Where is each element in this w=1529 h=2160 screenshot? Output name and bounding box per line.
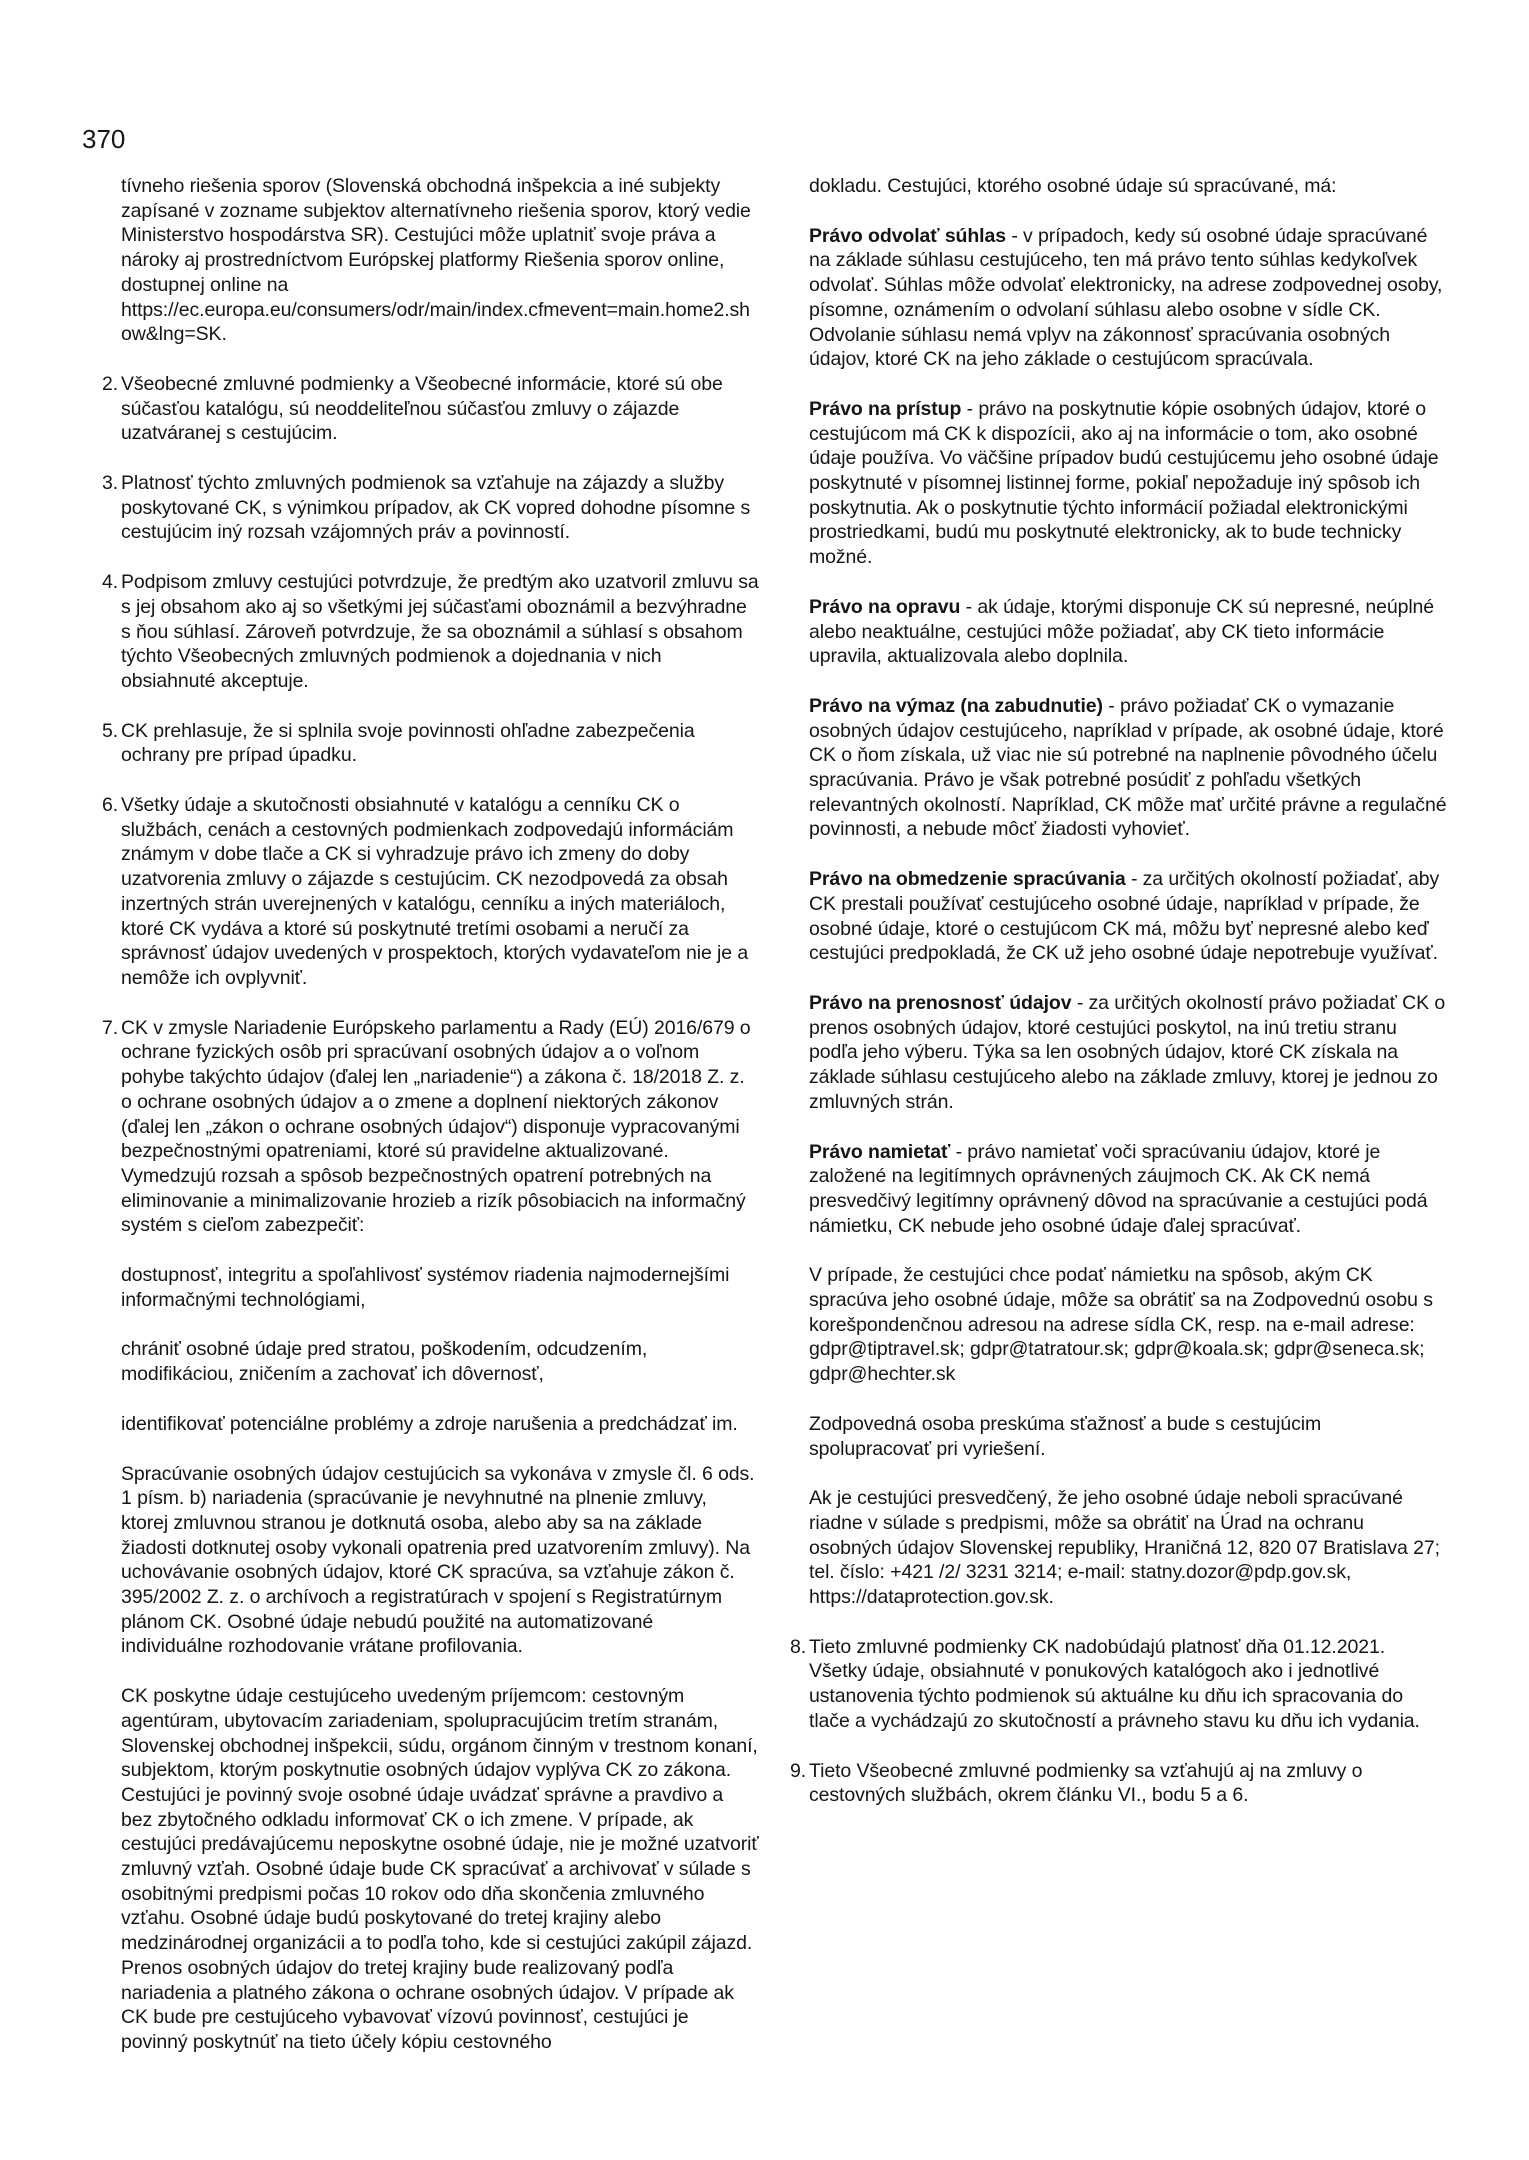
- paragraph: Právo na obmedzenie spracúvania - za určitých okolností požiadať, aby CK prestali používať cestujúceho osobné údaje, napríklad v prípade, že osobné údaje, ktoré o cestujúcom CK má, môžu byť nepresné alebo keď cestujúci predpokladá, že CK už jeho osobné údaje nepotrebuje využívať.: [809, 868, 1440, 965]
- paragraph: Právo na opravu - ak údaje, ktorými disponuje CK sú nepresné, neúplné alebo neaktuálne, cestujúci môže požiadať, aby CK tieto informácie upravila, aktualizovala alebo doplnila.: [809, 595, 1435, 668]
- item-number: 7.: [102, 1016, 119, 1039]
- list-item: 8. Tieto zmluvné podmienky CK nadobúdajú platnosť dňa 01.12.2021. Všetky údaje, obsiahnuté v ponukových katalógoch ako i jednotlivé ustanovenia týchto podmienok sú aktuálne ku dňu ich spracovania do tlače a vychádzajú zo skutočností a právneho stavu ku dňu ich vydania.: [790, 1635, 1420, 1732]
- item-number: 5.: [102, 719, 119, 742]
- paragraph-heading: Právo na opravu: [809, 595, 961, 618]
- list-item: 5. CK prehlasuje, že si splnila svoje povinnosti ohľadne zabezpečenia ochrany pre prípad úpadku.: [102, 719, 695, 767]
- list-item: 3. Platnosť týchto zmluvných podmienok sa vzťahuje na zájazdy a služby poskytované CK, s výnimkou prípadov, ak CK vopred dohodne písomne s cestujúcim iný rozsah vzájomných práv a povinností.: [102, 472, 751, 544]
- list-item: 9. Tieto Všeobecné zmluvné podmienky sa vzťahujú aj na zmluvy o cestovných službách, okrem článku VI., bodu 5 a 6.: [790, 1759, 1363, 1807]
- paragraph: CK poskytne údaje cestujúceho uvedeným príjemcom: cestovným agentúram, ubytovacím zariadeniam, spolupracujúcim tretím stranám, Slovenskej obchodnej inšpekcii, súdu, orgánom činným v trestnom konaní, subjektom, ktorým poskytnutie osobných údajov vyplýva CK zo zákona. Cestujúci je povinný svoje osobné údaje uvádzať správne a pravdivo a bez zbytočného odkladu informovať CK o ich zmene. V prípade, ak cestujúci predávajúcemu neposkytne osobné údaje, nie je možné uzatvoriť zmluvný vzťah. Osobné údaje bude CK spracúvať a archivovať v súlade s osobitnými predpismi počas 10 rokov odo dňa skončenia zmluvného vzťahu. Osobné údaje budú poskytované do tretej krajiny alebo medzinárodnej organizácii a to podľa toho, kde si cestujúci zakúpil zájazd. Prenos osobných údajov do tretej krajiny bude realizovaný podľa nariadenia a platného zákona o ochrane osobných údajov. V prípade ak CK bude pre cestujúceho vybavovať vízovú povinnosť, cestujúci je povinný poskytnúť na tieto účely kópiu cestovného: [121, 1685, 759, 2053]
- paragraph: dokladu. Cestujúci, ktorého osobné údaje sú spracúvané, má:: [809, 175, 1337, 197]
- item-number: 4.: [102, 571, 119, 594]
- paragraph-heading: Právo odvolať súhlas: [809, 224, 1006, 247]
- paragraph-heading: Právo na prenosnosť údajov: [809, 991, 1072, 1014]
- paragraph: Právo namietať - právo namietať voči spracúvaniu údajov, ktoré je založené na legitímnych oprávnených záujmoch CK. Ak CK nemá presvedčivý legitímny oprávnený dôvod na spracúvanie a cestujúci podá námietku, CK nebude jeho osobné údaje ďalej spracúvať.: [809, 1140, 1428, 1237]
- list-item: 6. Všetky údaje a skutočnosti obsiahnuté v katalógu a cenníku CK o službách, cenách a cestovných podmienkach zodpovedajú informáciám známym v dobe tlače a CK si vyhradzuje právo ich zmeny do doby uzatvorenia zmluvy o zájazde s cestujúcim. CK nezodpovedá za obsah inzertných strán uverejnených v katalógu, cenníku a iných materiáloch, ktoré CK vydáva a ktoré sú poskytnuté tretími osobami a neručí za správnosť údajov uvedených v prospektoch, ktorých vydavateľom nie je a nemôže ich ovplyvniť.: [102, 794, 749, 989]
- item-number: 2.: [102, 372, 119, 395]
- paragraph: dostupnosť, integritu a spoľahlivosť systémov riadenia najmodernejšími informačnými technológiami,: [121, 1264, 730, 1311]
- paragraph: V prípade, že cestujúci chce podať námietku na spôsob, akým CK spracúva jeho osobné údaje, môže sa obrátiť sa na Zodpovednú osobu s korešpondenčnou adresou na adrese sídla CK, resp. na e-mail adrese: gdpr@tiptravel.sk; gdpr@tatratour.sk; gdpr@koala.sk; gdpr@seneca.sk; gdpr@hechter.sk: [809, 1264, 1433, 1386]
- column-right: [790, 174, 1447, 1833]
- paragraph-heading: Právo na prístup: [809, 397, 962, 420]
- paragraph: Právo na prístup - právo na poskytnutie kópie osobných údajov, ktoré o cestujúcom má CK k dispozícii, ako aj na informácie o tom, ako osobné údaje používa. Vo väčšine prípadov budú cestujúcemu jeho osobné údaje poskytnuté v písomnej listinnej forme, pokiaľ nepožaduje iný spôsob ich poskytnutia. Ak o poskytnutie týchto informácií požiadal elektronickými prostriedkami, budú mu poskytnuté elektronicky, ak to bude technicky možné.: [809, 397, 1439, 569]
- page-number: 370: [82, 124, 126, 154]
- paragraph: Právo na prenosnosť údajov - za určitých okolností právo požiadať CK o prenos osobných údajov, ktoré cestujúci poskytol, na inú tretiu stranu podľa jeho výberu. Týka sa len osobných údajov, ktoré CK získala na základe súhlasu cestujúceho alebo na základe zmluvy, ktorej je jednou zo zmluvných strán.: [809, 991, 1446, 1113]
- item-number: 6.: [102, 794, 119, 817]
- paragraph: Ak je cestujúci presvedčený, že jeho osobné údaje neboli spracúvané riadne v súlade s predpismi, môže sa obrátiť na Úrad na ochranu osobných údajov Slovenskej republiky, Hraničná 12, 820 07 Bratislava 27; tel. číslo: +421 /2/ 3231 3214; e-mail: statny.dozor@pdp.gov.sk, https://dataprotection.gov.sk.: [809, 1487, 1440, 1609]
- item-number: 3.: [102, 472, 119, 495]
- paragraph-heading: Právo na výmaz (na zabudnutie): [809, 694, 1103, 717]
- paragraph: tívneho riešenia sporov (Slovenská obchodná inšpekcia a iné subjekty zapísané v zozname subjektov alternatívneho riešenia sporov, ktorý vedie Ministerstvo hospodárstva SR). Cestujúci môže uplatniť svoje práva a nároky aj prostredníctvom Európskej platformy Riešenia sporov online, dostupnej online na https://ec.europa.eu/consumers/odr/main/index.cfmevent=main.home2.show&lng=SK.: [121, 175, 751, 346]
- paragraph-heading: Právo na obmedzenie spracúvania: [809, 868, 1126, 891]
- item-number: 8.: [790, 1635, 807, 1658]
- list-item: 2. Všeobecné zmluvné podmienky a Všeobecné informácie, ktoré sú obe súčasťou katalógu, sú neoddeliteľnou súčasťou zmluvy o zájazde uzatváranej s cestujúcim.: [102, 372, 723, 445]
- paragraph: Právo odvolať súhlas - v prípadoch, kedy sú osobné údaje spracúvané na základe súhlasu cestujúceho, ten má právo tento súhlas kedykoľvek odvolať. Súhlas môže odvolať elektronicky, na adrese zodpovednej osoby, písomne, oznámením o odvolaní súhlasu alebo osobne v sídle CK. Odvolanie súhlasu nemá vplyv na zákonnosť spracúvania osobných údajov, ktoré CK na jeho základe o cestujúcom spracúvala.: [809, 224, 1443, 371]
- paragraph-heading: Právo namietať: [809, 1140, 951, 1163]
- paragraph: Právo na výmaz (na zabudnutie) - právo požiadať CK o vymazanie osobných údajov cestujúceho, napríklad v prípade, ak osobné údaje, ktoré CK o ňom získala, už viac nie sú potrebné na naplnenie pôvodného účelu spracúvania. Právo je však potrebné posúdiť z pohľadu všetkých relevantných okolností. Napríklad, CK môže mať určité právne a regulačné povinnosti, a nebude môcť žiadosti vyhovieť.: [809, 694, 1447, 841]
- list-item: 4. Podpisom zmluvy cestujúci potvrdzuje, že predtým ako uzatvoril zmluvu sa s jej obsahom ako aj so všetkými jej súčasťami oboznámil a bezvýhradne s ňou súhlasí. Zároveň potvrdzuje, že sa oboznámil a súhlasí s obsahom týchto Všeobecných zmluvných podmienok a dojednania v nich obsiahnuté akceptuje.: [102, 571, 759, 692]
- paragraph: chrániť osobné údaje pred stratou, poškodením, odcudzením, modifikáciou, zničením a zachovať ich dôvernosť,: [121, 1338, 648, 1386]
- column-left: [102, 174, 759, 2080]
- list-item: 7. CK v zmysle Nariadenie Európskeho parlamentu a Rady (EÚ) 2016/679 o ochrane fyzických osôb pri spracúvaní osobných údajov a o voľnom pohybe takýchto údajov (ďalej len „nariadenie“) a zákona č. 18/2018 Z. z. o ochrane osobných údajov a o zmene a doplnení niektorých zákonov (ďalej len „zákon o ochrane osobných údajov“) disponuje vypracovanými bezpečnostnými opatreniami, ktoré sú pravidelne aktualizované. Vymedzujú rozsah a spôsob bezpečnostných opatrení potrebných na eliminovanie a minimalizovanie hrozieb a rizík pôsobiacich na informačný systém s cieľom zabezpečiť:: [102, 1016, 751, 1237]
- paragraph: Spracúvanie osobných údajov cestujúcich sa vykonáva v zmysle čl. 6 ods. 1 písm. b) nariadenia (spracúvanie je nevyhnutné na plnenie zmluvy, ktorej zmluvnou stranou je dotknutá osoba, alebo aby sa na základe žiadosti dotknutej osoby vykonali opatrenia pred uzatvorením zmluvy). Na uchovávanie osobných údajov, ktoré CK spracúva, sa vzťahuje zákon č. 395/2002 Z. z. o archívoch a registratúrach v spojení s Registratúrnym plánom CK. Osobné údaje nebudú použité na automatizované individuálne rozhodovanie vrátane profilovania.: [121, 1462, 755, 1658]
- item-number: 9.: [790, 1759, 807, 1782]
- paragraph: Zodpovedná osoba preskúma sťažnosť a bude s cestujúcim spolupracovať pri vyriešení.: [809, 1412, 1322, 1460]
- paragraph: identifikovať potenciálne problémy a zdroje narušenia a predchádzať im.: [121, 1412, 738, 1435]
